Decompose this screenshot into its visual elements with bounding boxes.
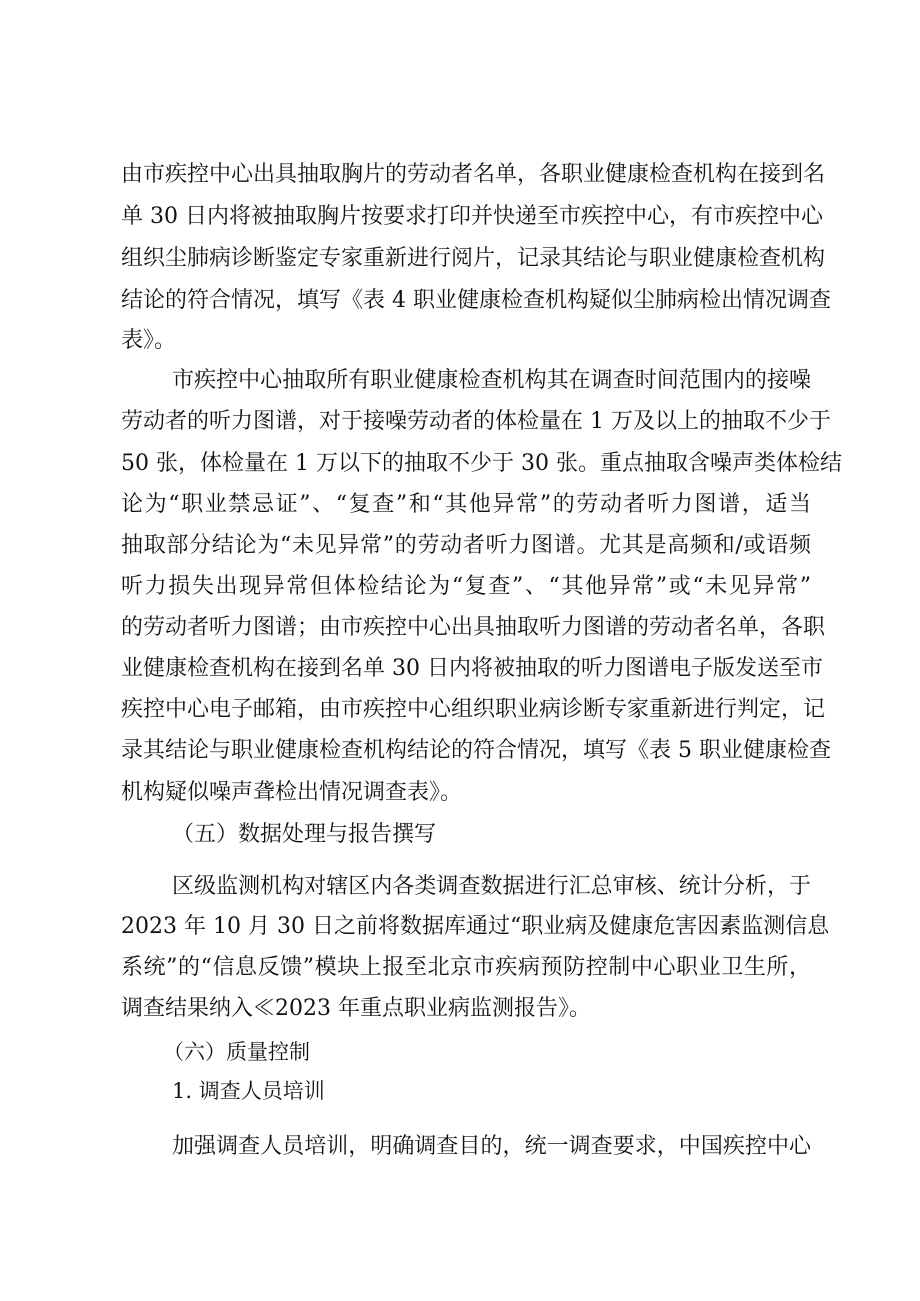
text-line: 结论的符合情况，填写《表 4 职业健康检查机构疑似尘肺病检出情况调查 xyxy=(121,288,831,313)
text-line: 论为“职业禁忌证”、“复查”和“其他异常”的劳动者听力图谱，适当 xyxy=(121,492,811,517)
text-line: 加强调查人员培训，明确调查目的，统一调查要求，中国疾控中心 xyxy=(172,1134,811,1159)
subsection-heading: 1. 调查人员培训 xyxy=(172,1079,325,1103)
text-line: 疾控中心电子邮箱，由市疾控中心组织职业病诊断专家重新进行判定，记 xyxy=(121,697,826,722)
text-line: 的劳动者听力图谱；由市疾控中心出具抽取听力图谱的劳动者名单，各职 xyxy=(121,615,826,640)
text-line: 录其结论与职业健康检查机构结论的符合情况，填写《表 5 职业健康检查 xyxy=(121,738,831,763)
text-line: 调查结果纳入≪2023 年重点职业病监测报告》。 xyxy=(121,996,591,1021)
text-line: 表》。 xyxy=(121,328,177,353)
text-line: 单 30 日内将被抽取胸片按要求打印并快递至市疾控中心，有市疾控中心 xyxy=(121,204,823,229)
text-line: 抽取部分结论为“未见异常”的劳动者听力图谱。尤其是高频和/或语频 xyxy=(121,533,811,558)
text-line: 市疾控中心抽取所有职业健康检查机构其在调查时间范围内的接噪 xyxy=(172,368,811,393)
text-line: 机构疑似噪声聋检出情况调查表》。 xyxy=(121,780,463,805)
section-heading: （六）质量控制 xyxy=(163,1040,310,1064)
text-line: 2023 年 10 月 30 日之前将数据库通过“职业病及健康危害因素监测信息 xyxy=(121,914,830,939)
text-line: 业健康检查机构在接到名单 30 日内将被抽取的听力图谱电子版发送至市 xyxy=(121,656,823,681)
text-line: 组织尘肺病诊断鉴定专家重新进行阅片，记录其结论与职业健康检查机构 xyxy=(121,246,826,271)
section-heading: （五）数据处理与报告撰写 xyxy=(172,822,437,847)
text-line: 由市疾控中心出具抽取胸片的劳动者名单，各职业健康检查机构在接到名 xyxy=(121,162,826,187)
text-line: 系统”的“信息反馈”模块上报至北京市疾病预防控制中心职业卫生所， xyxy=(121,955,811,980)
text-line: 劳动者的听力图谱，对于接噪劳动者的体检量在 1 万及以上的抽取不少于 xyxy=(121,409,831,434)
text-line: 50 张，体检量在 1 万以下的抽取不少于 30 张。重点抽取含噪声类体检结 xyxy=(121,451,842,476)
text-line: 听力损失出现异常但体检结论为“复查”、“其他异常”或“未见异常” xyxy=(121,574,811,599)
text-line: 区级监测机构对辖区内各类调查数据进行汇总审核、统计分析，于 xyxy=(172,874,811,899)
